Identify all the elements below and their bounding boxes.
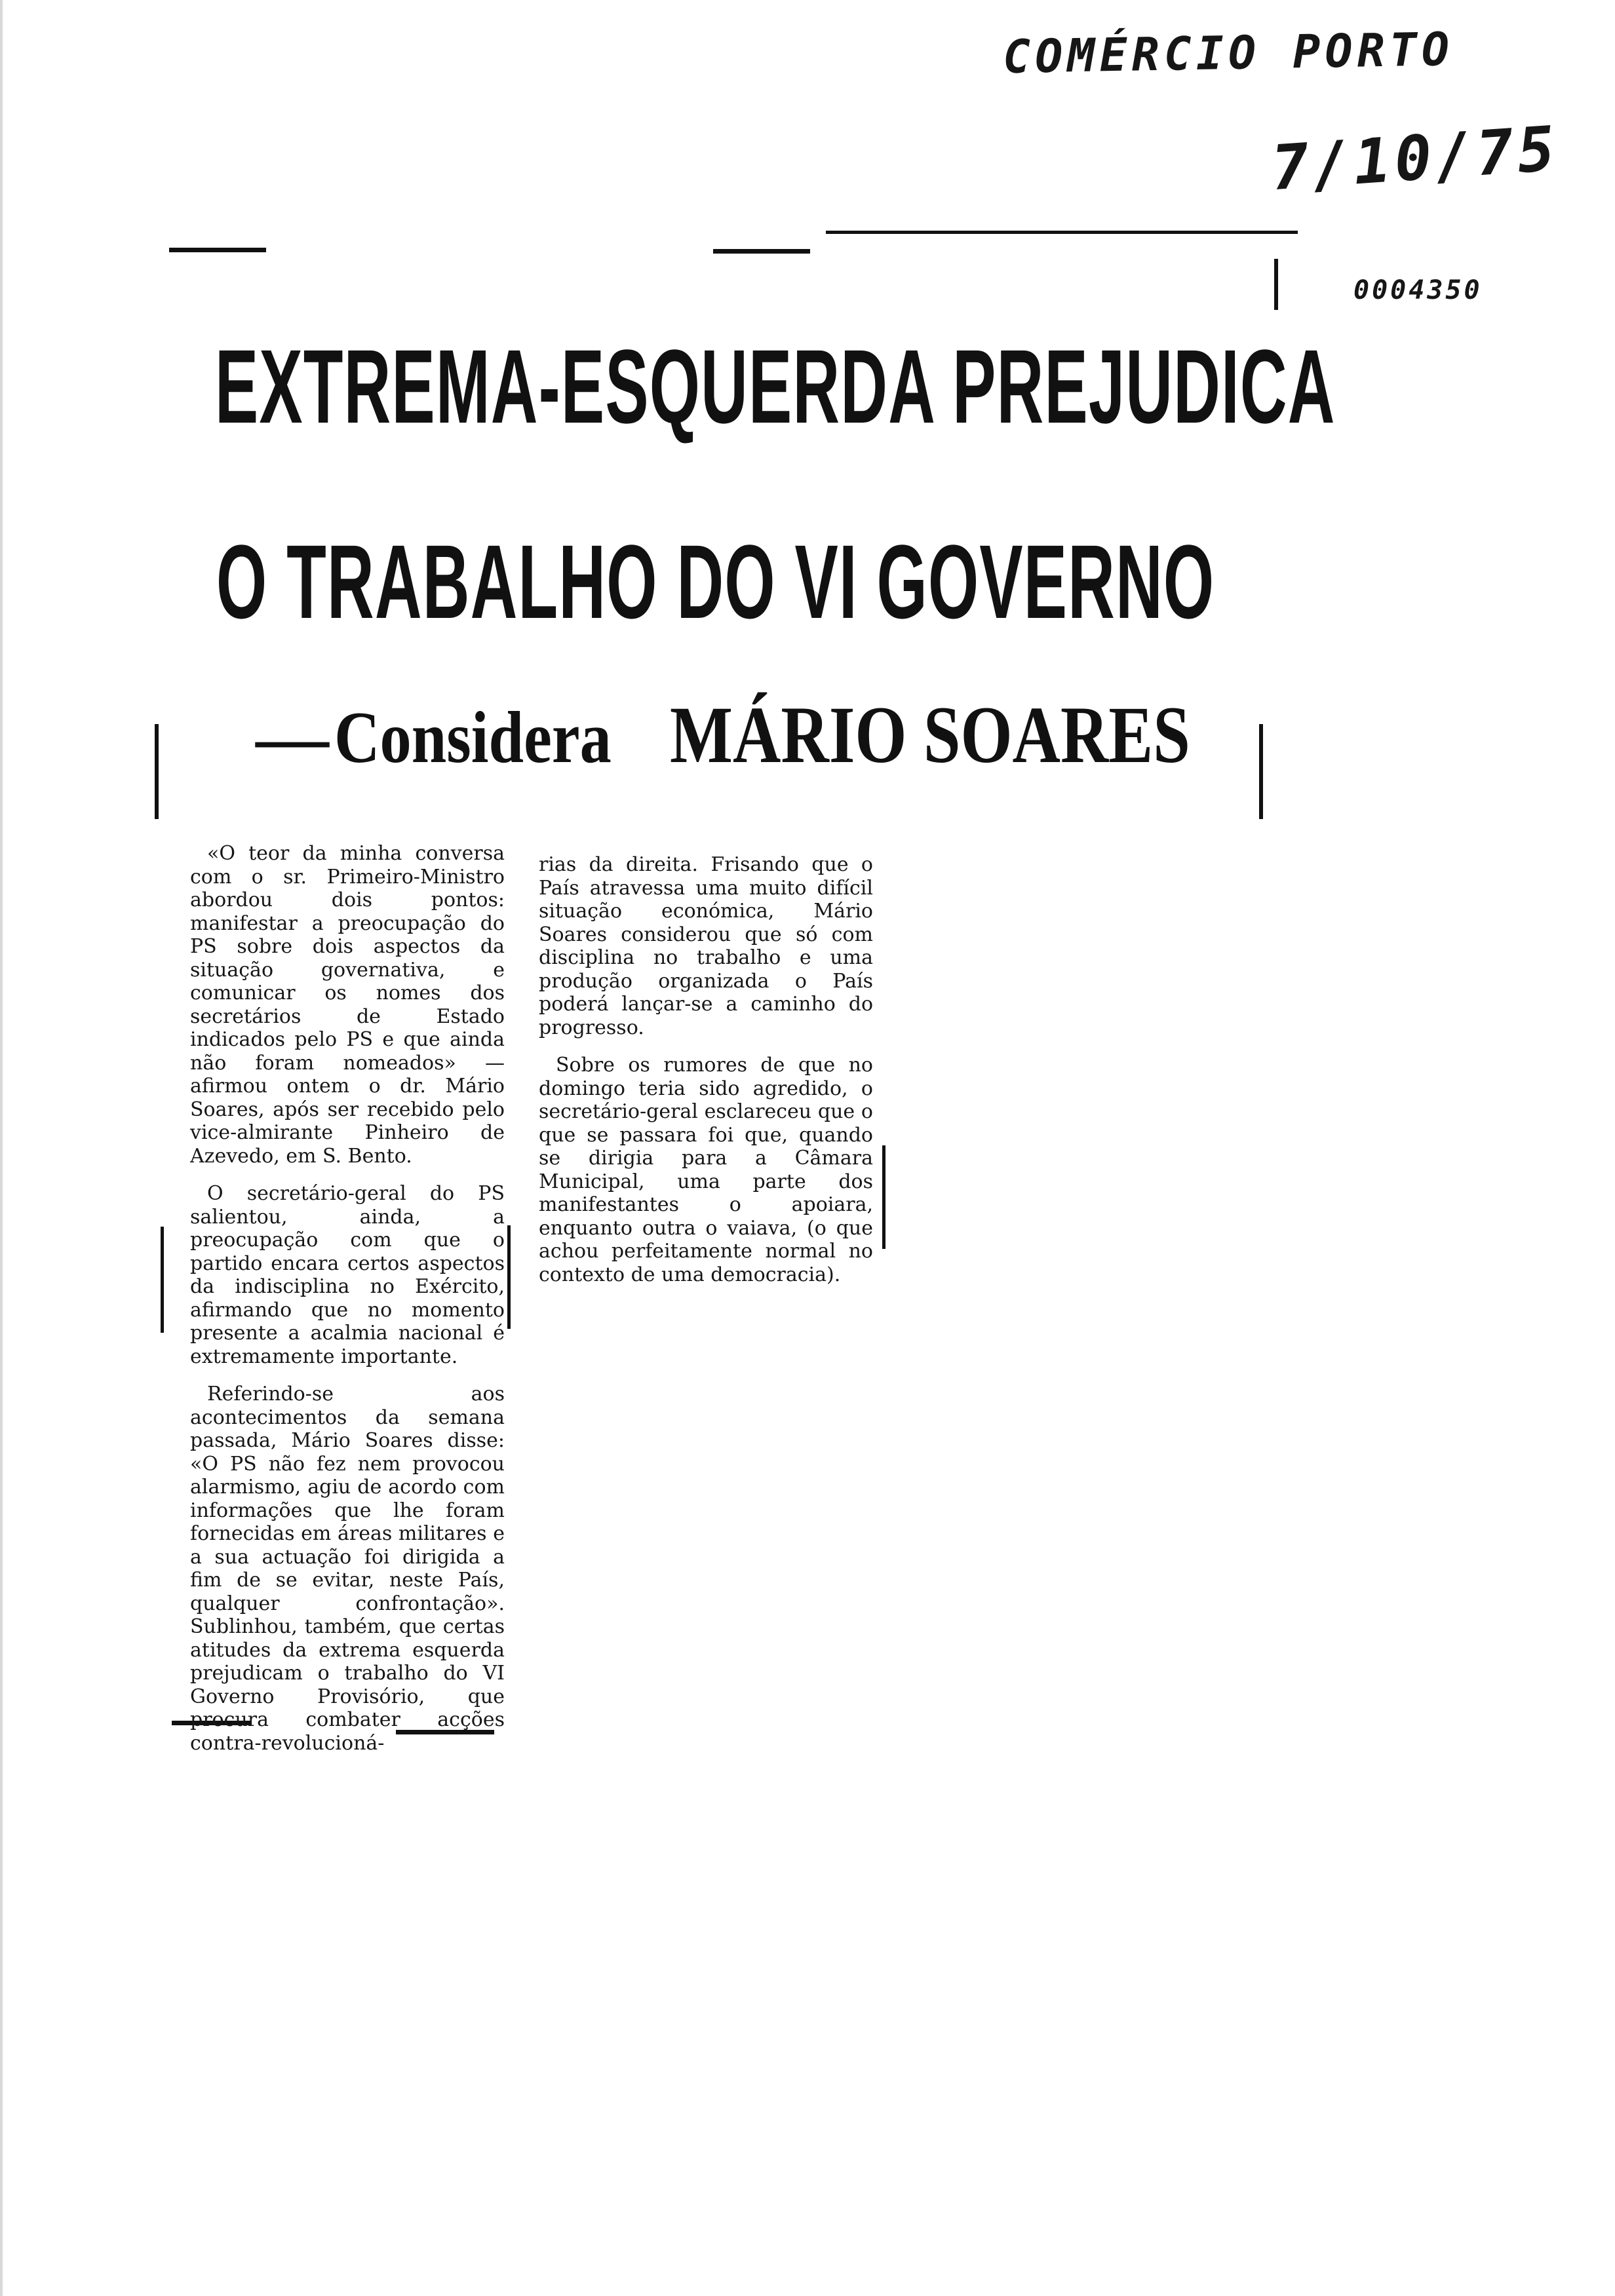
handwritten-reference-number: 0004350 xyxy=(1353,275,1483,305)
subheadline xyxy=(256,690,1304,780)
paragraph: Referindo-se aos acontecimentos da semana passada, Mário Soares disse: «O PS não fez nem provocou alarmismo, agiu de acordo com informações que lhe foram fornecidas em áreas militares e a sua actuação foi dirigida a fim de se evitar, neste País, qualquer confrontação». Sublinhou, também, que certas atitudes da extrema esquerda prejudicam o trabalho do VI Governo Provisório, que procura combater acções contra-revolucioná- xyxy=(190,1383,505,1755)
paragraph: O secretário-geral do PS salientou, ainda, a preocupação com que o partido encara certos aspectos da indisciplina no Exército, afirmando que no momento presente a acalmia nacional é extremamente importante. xyxy=(190,1182,505,1368)
page-edge-shadow xyxy=(0,0,3,2296)
rule-col1-bracket-left xyxy=(161,1227,164,1333)
rule-top-right-vertical xyxy=(1274,259,1278,310)
subheadline-prefix: Considera xyxy=(334,697,612,778)
handwritten-source: COMÉRCIO PORTO xyxy=(1002,22,1454,84)
rule-sub-left-vertical xyxy=(155,724,159,819)
headline-line-1: EXTREMA-ESQUERDA PREJUDICA xyxy=(215,328,1336,445)
rule-col1-bracket-right xyxy=(507,1225,511,1329)
paragraph: Sobre os rumores de que no domingo teria sido agredido, o secretário-geral esclareceu que o que se passara foi que, quando se dirigia para a Câmara Municipal, uma parte dos manifestantes o apoiara, enquanto outra o vaiava, (o que achou perfeitamente normal no contexto de uma democracia). xyxy=(539,1054,873,1286)
subheadline-name: MÁRIO SOARES xyxy=(669,690,1190,780)
article-column-2 xyxy=(539,853,873,1286)
rule-top-long xyxy=(826,231,1298,234)
article-column-1 xyxy=(190,842,505,1755)
paragraph: «O teor da minha conversa com o sr. Primeiro-Ministro abordou dois pontos: manifestar a preocupação do PS sobre dois aspectos da situação governativa, e comunicar os nomes dos secretários de Estado indicados pelo PS e que ainda não foram nomeados» — afirmou ontem o dr. Mário Soares, após ser recebido pelo vice-almirante Pinheiro de Azevedo, em S. Bento. xyxy=(190,842,505,1168)
paragraph: rias da direita. Frisando que o País atravessa uma muito difícil situação económica, Mário Soares considerou que só com disciplina no trabalho e uma produção organizada o País poderá lançar-se a caminho do progresso. xyxy=(539,853,873,1039)
rule-top-left xyxy=(169,248,266,252)
rule-col2-bracket-right xyxy=(882,1145,885,1249)
rule-top-center xyxy=(713,249,810,254)
handwritten-date: 7/10/75 xyxy=(1269,113,1561,205)
headline-line-2: O TRABALHO DO VI GOVERNO xyxy=(216,523,1215,640)
subheadline-dash: — xyxy=(256,697,332,778)
